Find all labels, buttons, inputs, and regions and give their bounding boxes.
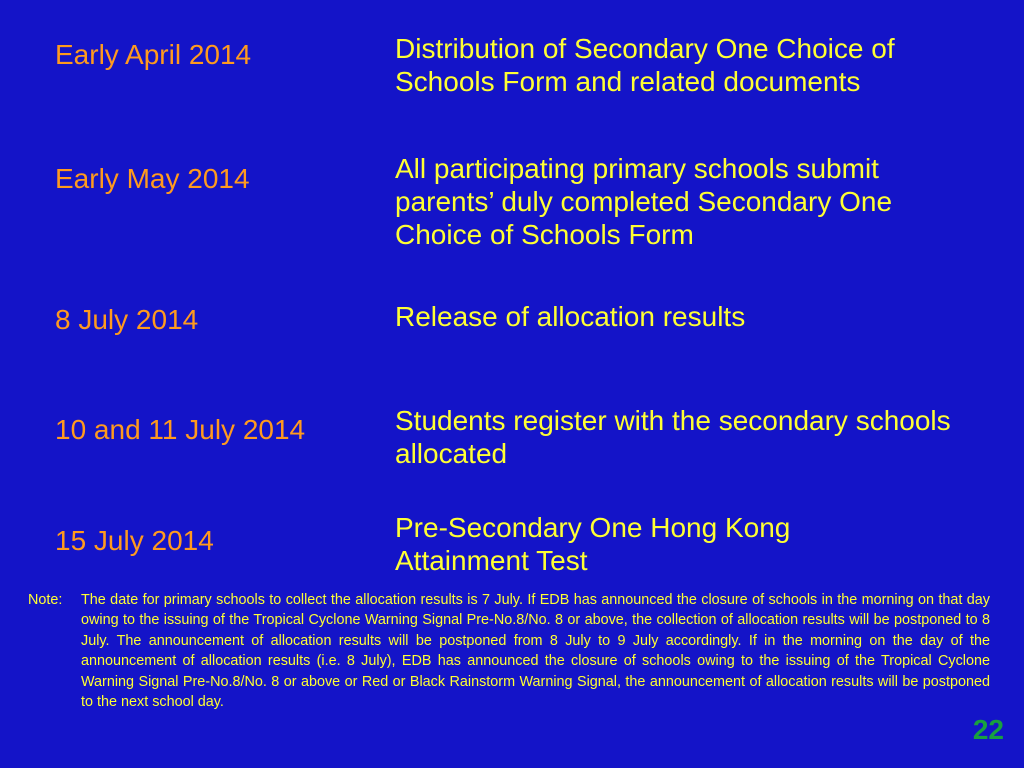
schedule-date: 15 July 2014 [55,525,214,556]
footnote [28,590,990,712]
schedule-event: Students register with the secondary schools allocated [395,405,951,469]
footnote-text: The date for primary schools to collect the allocation results is 7 July. If EDB has announced the closure of schools in the morning on that day owing to the issuing of the Tropical Cyclone Warning Signal Pre-No.8/No. 8 or above, the collection of allocation results will be postponed to 8 July. The announcement of allocation results will be postponed from 8 July to 9 July accordingly. If in the morning on the day of the announcement of allocation results (i.e. 8 July), EDB has announced the closure of schools owing to the issuing of the Tropical Cyclone Warning Signal Pre-No.8/No. 8 or above or Red or Black Rainstorm Warning Signal, the announcement of allocation results will be postponed to the next school day. [81,592,990,711]
schedule-date: 10 and 11 July 2014 [55,414,306,445]
schedule-event: Distribution of Secondary One Choice of Schools Form and related documents [395,33,895,97]
schedule-event: Release of allocation results [395,301,746,332]
schedule-event: All participating primary schools submit parents’ duly completed Secondary One Choice of Schools Form [395,153,893,250]
schedule-date: Early April 2014 [55,39,252,70]
page-number: 22 [972,714,1004,745]
schedule-event: Pre-Secondary One Hong Kong Attainment Test [395,512,791,576]
schedule-date: 8 July 2014 [55,304,199,335]
schedule-date: Early May 2014 [55,163,250,194]
footnote-label: Note: [28,592,63,608]
